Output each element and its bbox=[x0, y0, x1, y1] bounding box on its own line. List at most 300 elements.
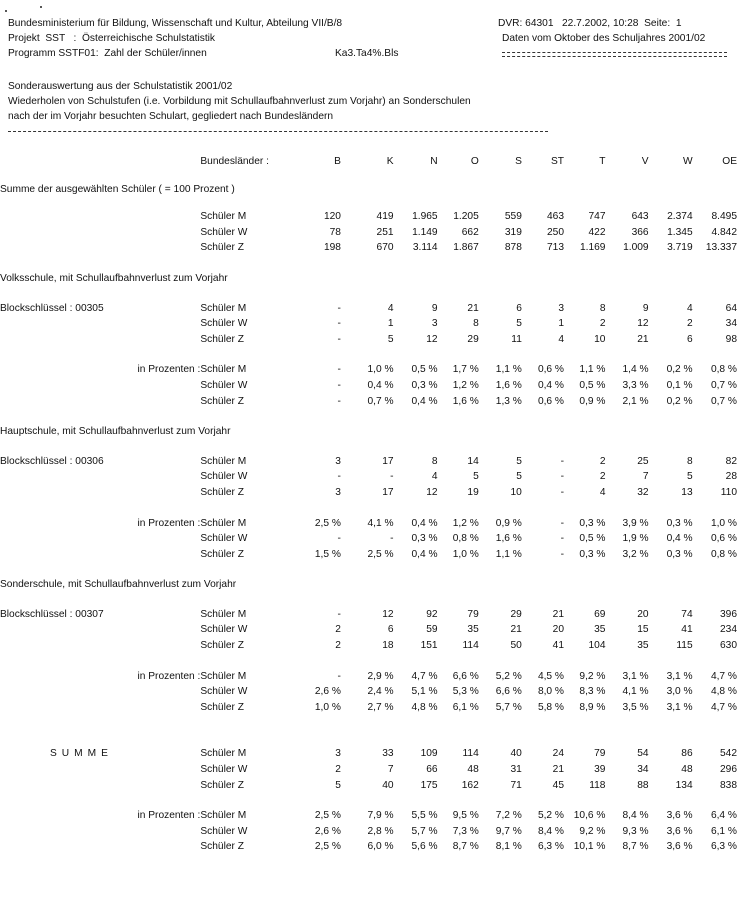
section-row-w bbox=[0, 622, 737, 638]
value-cell: 2,9 % bbox=[367, 670, 394, 682]
spacer-row bbox=[0, 730, 737, 746]
value-cell: 21 bbox=[552, 764, 564, 776]
value-cell: 9,2 % bbox=[579, 825, 606, 837]
total-section-title bbox=[0, 182, 737, 198]
row-label: Schüler Z bbox=[200, 779, 244, 791]
value-cell: 69 bbox=[594, 608, 606, 620]
value-cell: 10,1 % bbox=[573, 841, 606, 853]
value-cell: 7,3 % bbox=[452, 825, 479, 837]
value-cell: 0,8 % bbox=[452, 533, 479, 545]
value-cell: 1,3 % bbox=[495, 395, 522, 407]
value-cell: 3 bbox=[335, 486, 341, 498]
section-row-w bbox=[0, 316, 737, 332]
row-label: Schüler M bbox=[200, 608, 247, 620]
spacer-row bbox=[0, 287, 737, 301]
spacer-row bbox=[0, 562, 737, 577]
value-cell: 45 bbox=[552, 779, 564, 791]
spacer-cell bbox=[0, 287, 737, 301]
value-cell: 1.169 bbox=[579, 242, 606, 254]
value-cell: 0,7 % bbox=[367, 395, 394, 407]
row-label: Schüler Z bbox=[200, 486, 244, 498]
value-cell: 8,7 % bbox=[452, 841, 479, 853]
value-cell: 0,6 % bbox=[537, 395, 564, 407]
value-cell: 4,1 % bbox=[622, 686, 649, 698]
spacer-row bbox=[0, 347, 737, 362]
value-cell: 5,7 % bbox=[495, 701, 522, 713]
value-cell: - bbox=[337, 395, 341, 407]
value-cell: 1,0 % bbox=[710, 517, 737, 529]
spacer-row bbox=[0, 654, 737, 669]
value-cell: 198 bbox=[323, 242, 341, 254]
value-cell: 2 bbox=[335, 764, 341, 776]
value-cell: 79 bbox=[594, 748, 606, 760]
value-cell: 48 bbox=[467, 764, 479, 776]
spacer-cell bbox=[0, 440, 737, 454]
value-cell: 9,2 % bbox=[579, 670, 606, 682]
value-cell: 643 bbox=[631, 211, 649, 223]
value-cell: 1.205 bbox=[453, 211, 479, 223]
row-label: Schüler Z bbox=[200, 701, 244, 713]
row-label: Schüler W bbox=[200, 764, 248, 776]
total-row-m bbox=[0, 209, 737, 225]
section-pct-row-w bbox=[0, 378, 737, 394]
value-cell: 3 bbox=[558, 302, 564, 314]
intro-title: Sonderauswertung aus der Schulstatistik 2001/02 bbox=[8, 81, 233, 92]
value-cell: 6,3 % bbox=[710, 841, 737, 853]
row-label: Schüler W bbox=[200, 379, 248, 391]
value-cell: 10,6 % bbox=[573, 810, 606, 822]
value-cell: 118 bbox=[589, 779, 606, 791]
value-cell: 2 bbox=[686, 318, 693, 330]
row-group-label: in Prozenten : bbox=[137, 517, 201, 529]
value-cell: 3,5 % bbox=[622, 701, 649, 713]
row-group-label bbox=[0, 824, 200, 840]
value-cell: 559 bbox=[504, 211, 522, 223]
value-cell: 838 bbox=[720, 779, 737, 791]
value-cell: 251 bbox=[376, 226, 394, 238]
value-cell: 92 bbox=[426, 608, 438, 620]
value-cell: 7,2 % bbox=[495, 810, 522, 822]
row-label: Schüler W bbox=[200, 226, 248, 238]
value-cell: - bbox=[337, 533, 341, 545]
row-group-label: in Prozenten : bbox=[137, 810, 201, 822]
value-cell: 0,5 % bbox=[579, 533, 606, 545]
value-cell: 104 bbox=[588, 640, 606, 652]
row-label: Schüler M bbox=[200, 302, 247, 314]
section-pct-row-z bbox=[0, 700, 737, 716]
row-group-label: Blockschlüssel : 00307 bbox=[0, 608, 104, 620]
row-group-label bbox=[0, 240, 200, 256]
scan-speck bbox=[5, 10, 7, 12]
value-cell: 3,1 % bbox=[666, 670, 693, 682]
value-cell: 10 bbox=[594, 333, 606, 345]
value-cell: 4 bbox=[558, 333, 564, 345]
value-cell: 1,9 % bbox=[622, 533, 649, 545]
value-cell: 8.495 bbox=[711, 211, 737, 223]
value-cell: 40 bbox=[382, 779, 394, 791]
value-cell: 8,1 % bbox=[495, 841, 522, 853]
section-row-z bbox=[0, 332, 737, 348]
value-cell: 34 bbox=[637, 764, 649, 776]
section-row-m bbox=[0, 454, 737, 470]
report-table bbox=[0, 154, 737, 855]
value-cell: 110 bbox=[720, 486, 737, 498]
row-label: Schüler Z bbox=[200, 333, 244, 345]
value-cell: 2,5 % bbox=[314, 517, 341, 529]
value-cell: 120 bbox=[323, 211, 341, 223]
value-cell: 0,9 % bbox=[579, 395, 606, 407]
value-cell: 1,0 % bbox=[367, 364, 394, 376]
value-cell: 74 bbox=[681, 608, 693, 620]
value-cell: 463 bbox=[547, 211, 564, 223]
spacer-row bbox=[0, 501, 737, 516]
row-group-label bbox=[0, 547, 200, 563]
row-group-label bbox=[0, 700, 200, 716]
section-title bbox=[0, 424, 737, 440]
value-cell: 14 bbox=[467, 455, 479, 467]
value-cell: 2 bbox=[335, 640, 341, 652]
spacer-cell bbox=[0, 501, 737, 516]
row-label: Schüler M bbox=[200, 670, 247, 682]
value-cell: 542 bbox=[720, 748, 737, 760]
summe-row-z bbox=[0, 778, 737, 794]
header-data-period: Daten vom Oktober des Schuljahres 2001/02 bbox=[502, 33, 706, 44]
spacer-cell bbox=[0, 715, 737, 730]
value-cell: 1,0 % bbox=[314, 701, 341, 713]
value-cell: 5 bbox=[335, 779, 341, 791]
value-cell: 6,0 % bbox=[367, 841, 394, 853]
spacer-cell bbox=[0, 593, 737, 607]
value-cell: 2 bbox=[599, 455, 606, 467]
value-cell: 4 bbox=[431, 471, 438, 483]
value-cell: - bbox=[337, 670, 341, 682]
summe-row-m bbox=[0, 746, 737, 762]
row-label: Schüler Z bbox=[200, 242, 244, 254]
value-cell: 4,1 % bbox=[367, 517, 394, 529]
value-cell: 5 bbox=[516, 455, 522, 467]
value-cell: 15 bbox=[637, 624, 649, 636]
column-header-n: N bbox=[430, 156, 438, 167]
value-cell: 5,5 % bbox=[411, 810, 438, 822]
row-label: Schüler W bbox=[200, 471, 248, 483]
summe-pct-row-m bbox=[0, 808, 737, 824]
value-cell: - bbox=[337, 318, 341, 330]
value-cell: 66 bbox=[426, 764, 438, 776]
row-group-label bbox=[0, 394, 200, 410]
spacer-cell bbox=[0, 170, 737, 182]
value-cell: 0,3 % bbox=[411, 533, 438, 545]
value-cell: 234 bbox=[720, 624, 737, 636]
value-cell: 115 bbox=[676, 640, 693, 652]
value-cell: 0,9 % bbox=[495, 517, 522, 529]
value-cell: 2,7 % bbox=[367, 701, 394, 713]
value-cell: 2,5 % bbox=[314, 810, 341, 822]
value-cell: 8,7 % bbox=[622, 841, 649, 853]
header-spacer bbox=[0, 154, 200, 170]
value-cell: 1 bbox=[387, 318, 394, 330]
value-cell: 3,9 % bbox=[622, 517, 649, 529]
row-label: Schüler W bbox=[200, 825, 248, 837]
total-row-z bbox=[0, 240, 737, 256]
row-label: Schüler M bbox=[200, 517, 247, 529]
row-group-label bbox=[0, 839, 200, 855]
total-row-w bbox=[0, 225, 737, 241]
value-cell: 7 bbox=[642, 471, 649, 483]
row-label: Schüler M bbox=[200, 455, 247, 467]
value-cell: 4.842 bbox=[711, 226, 737, 238]
value-cell: 6,1 % bbox=[710, 825, 737, 837]
value-cell: 48 bbox=[681, 764, 693, 776]
value-cell: 4 bbox=[387, 302, 394, 314]
value-cell: 4,7 % bbox=[710, 701, 737, 713]
row-group-label: Blockschlüssel : 00306 bbox=[0, 455, 104, 467]
spacer-cell bbox=[0, 256, 737, 271]
spacer-row bbox=[0, 593, 737, 607]
value-cell: 0,3 % bbox=[579, 517, 606, 529]
value-cell: 0,3 % bbox=[411, 379, 438, 391]
section-pct-row-m bbox=[0, 669, 737, 685]
value-cell: 3 bbox=[431, 318, 438, 330]
spacer-cell bbox=[0, 654, 737, 669]
value-cell: 17 bbox=[382, 455, 394, 467]
spacer-cell bbox=[0, 562, 737, 577]
value-cell: - bbox=[390, 471, 394, 483]
value-cell: 319 bbox=[504, 226, 522, 238]
value-cell: 4 bbox=[686, 302, 693, 314]
value-cell: 35 bbox=[594, 624, 606, 636]
value-cell: 6 bbox=[387, 624, 394, 636]
value-cell: 2 bbox=[599, 318, 606, 330]
value-cell: 0,3 % bbox=[579, 548, 606, 560]
value-cell: 5,6 % bbox=[411, 841, 438, 853]
value-cell: 3,1 % bbox=[622, 670, 649, 682]
value-cell: 1,6 % bbox=[452, 395, 479, 407]
value-cell: 0,8 % bbox=[710, 364, 737, 376]
value-cell: 28 bbox=[725, 471, 737, 483]
intro-line-2: Wiederholen von Schulstufen (i.e. Vorbildung mit Schullaufbahnverlust zum Vorjahr) an Sonderschulen bbox=[8, 96, 471, 107]
spacer-cell bbox=[0, 409, 737, 424]
value-cell: 29 bbox=[467, 333, 479, 345]
value-cell: 6,4 % bbox=[710, 810, 737, 822]
value-cell: 3.719 bbox=[667, 242, 693, 254]
value-cell: 114 bbox=[462, 640, 479, 652]
value-cell: 78 bbox=[329, 226, 341, 238]
value-cell: 8,4 % bbox=[537, 825, 564, 837]
value-cell: 41 bbox=[552, 640, 564, 652]
header-project: Projekt SST : Österreichische Schulstatistik bbox=[8, 33, 216, 44]
value-cell: 20 bbox=[637, 608, 649, 620]
value-cell: 10 bbox=[510, 486, 522, 498]
value-cell: 175 bbox=[420, 779, 438, 791]
row-label: Schüler Z bbox=[200, 640, 244, 652]
value-cell: 39 bbox=[594, 764, 606, 776]
total-section-title-text: Summe der ausgewählten Schüler ( = 100 Prozent ) bbox=[0, 183, 235, 195]
value-cell: 18 bbox=[382, 640, 394, 652]
value-cell: 0,5 % bbox=[411, 364, 438, 376]
value-cell: 5,2 % bbox=[537, 810, 564, 822]
value-cell: 6,6 % bbox=[452, 670, 479, 682]
value-cell: 32 bbox=[637, 486, 649, 498]
value-cell: 5 bbox=[686, 471, 693, 483]
value-cell: 9 bbox=[431, 302, 438, 314]
value-cell: 8 bbox=[599, 302, 606, 314]
value-cell: 4,8 % bbox=[411, 701, 438, 713]
value-cell: 1.965 bbox=[412, 211, 438, 223]
value-cell: 12 bbox=[382, 608, 394, 620]
row-label: Schüler Z bbox=[200, 548, 244, 560]
value-cell: 662 bbox=[461, 226, 479, 238]
value-cell: 162 bbox=[461, 779, 479, 791]
section-row-z bbox=[0, 638, 737, 654]
section-title bbox=[0, 271, 737, 287]
value-cell: 3,1 % bbox=[666, 701, 693, 713]
spacer-cell bbox=[0, 197, 737, 209]
value-cell: 366 bbox=[631, 226, 649, 238]
column-header-s: S bbox=[515, 156, 522, 167]
value-cell: 1.345 bbox=[667, 226, 693, 238]
section-row-m bbox=[0, 301, 737, 317]
column-header-t: T bbox=[599, 156, 606, 167]
value-cell: 1.009 bbox=[623, 242, 649, 254]
value-cell: 21 bbox=[467, 302, 479, 314]
value-cell: 0,2 % bbox=[666, 364, 693, 376]
header-rule bbox=[502, 52, 727, 57]
value-cell: 86 bbox=[681, 748, 693, 760]
header-file-code: Ka3.Ta4%.Bls bbox=[335, 48, 399, 59]
value-cell: 2.374 bbox=[667, 211, 693, 223]
value-cell: - bbox=[560, 486, 564, 498]
row-group-label bbox=[0, 469, 200, 485]
section-row-w bbox=[0, 469, 737, 485]
value-cell: 0,3 % bbox=[666, 517, 693, 529]
value-cell: 12 bbox=[426, 486, 438, 498]
value-cell: 422 bbox=[588, 226, 606, 238]
value-cell: 134 bbox=[675, 779, 693, 791]
value-cell: 9,5 % bbox=[452, 810, 479, 822]
summe-row-w bbox=[0, 762, 737, 778]
section-title-text: Hauptschule, mit Schullaufbahnverlust zum Vorjahr bbox=[0, 426, 231, 438]
spacer-row bbox=[0, 256, 737, 271]
section-pct-row-z bbox=[0, 394, 737, 410]
column-header-oe: OE bbox=[722, 156, 737, 167]
value-cell: - bbox=[337, 364, 341, 376]
column-header-w: W bbox=[683, 156, 693, 167]
value-cell: 0,4 % bbox=[411, 517, 438, 529]
value-cell: 13 bbox=[681, 486, 693, 498]
value-cell: - bbox=[560, 548, 564, 560]
row-group-label: SUMME bbox=[50, 748, 113, 760]
value-cell: 0,4 % bbox=[411, 548, 438, 560]
section-pct-row-z bbox=[0, 547, 737, 563]
intro-line-3: nach der im Vorjahr besuchten Schulart, gegliedert nach Bundesländern bbox=[8, 111, 334, 122]
column-header-k: K bbox=[386, 156, 394, 167]
value-cell: 0,7 % bbox=[710, 379, 737, 391]
value-cell: 670 bbox=[376, 242, 394, 254]
value-cell: 3 bbox=[335, 748, 341, 760]
row-label: Schüler W bbox=[200, 318, 248, 330]
value-cell: 7,9 % bbox=[367, 810, 394, 822]
value-cell: 0,4 % bbox=[537, 379, 564, 391]
value-cell: 40 bbox=[510, 748, 522, 760]
value-cell: 20 bbox=[552, 624, 564, 636]
value-cell: 41 bbox=[681, 624, 693, 636]
value-cell: 296 bbox=[720, 764, 737, 776]
section-title-text: Volksschule, mit Schullaufbahnverlust zum Vorjahr bbox=[0, 272, 228, 284]
value-cell: 713 bbox=[547, 242, 564, 254]
value-cell: 8 bbox=[686, 455, 693, 467]
row-group-label bbox=[0, 531, 200, 547]
row-label: Schüler W bbox=[200, 533, 248, 545]
value-cell: 12 bbox=[426, 333, 438, 345]
value-cell: 1,2 % bbox=[452, 379, 479, 391]
value-cell: 8 bbox=[431, 455, 438, 467]
value-cell: 1,1 % bbox=[495, 364, 522, 376]
value-cell: 5 bbox=[516, 318, 522, 330]
value-cell: 4,8 % bbox=[710, 686, 737, 698]
value-cell: 5,2 % bbox=[495, 670, 522, 682]
value-cell: 4 bbox=[599, 486, 606, 498]
value-cell: 6 bbox=[686, 333, 693, 345]
value-cell: 109 bbox=[420, 748, 438, 760]
value-cell: 630 bbox=[720, 640, 737, 652]
value-cell: 114 bbox=[462, 748, 479, 760]
row-group-label bbox=[0, 332, 200, 348]
section-pct-row-m bbox=[0, 516, 737, 532]
value-cell: - bbox=[560, 455, 564, 467]
column-header-v: V bbox=[641, 156, 649, 167]
column-header-b: B bbox=[334, 156, 341, 167]
value-cell: 2,1 % bbox=[622, 395, 649, 407]
value-cell: 0,4 % bbox=[411, 395, 438, 407]
value-cell: 3,0 % bbox=[666, 686, 693, 698]
header-ministry: Bundesministerium für Bildung, Wissenschaft und Kultur, Abteilung VII/B/8 bbox=[8, 18, 343, 29]
value-cell: 2,5 % bbox=[314, 841, 341, 853]
summe-pct-row-z bbox=[0, 839, 737, 855]
value-cell: 0,8 % bbox=[710, 548, 737, 560]
value-cell: 0,4 % bbox=[666, 533, 693, 545]
value-cell: 2,6 % bbox=[314, 686, 341, 698]
value-cell: 31 bbox=[510, 764, 522, 776]
value-cell: 50 bbox=[510, 640, 522, 652]
value-cell: 6,3 % bbox=[537, 841, 564, 853]
value-cell: 5,7 % bbox=[411, 825, 438, 837]
value-cell: 8,9 % bbox=[579, 701, 606, 713]
value-cell: 1,1 % bbox=[579, 364, 606, 376]
value-cell: 98 bbox=[725, 333, 737, 345]
value-cell: 0,3 % bbox=[666, 548, 693, 560]
value-cell: 8,0 % bbox=[537, 686, 564, 698]
spacer-cell bbox=[0, 730, 737, 746]
value-cell: 0,2 % bbox=[666, 395, 693, 407]
row-group-label: Blockschlüssel : 00305 bbox=[0, 302, 104, 314]
value-cell: 3.114 bbox=[412, 242, 438, 254]
value-cell: 3,2 % bbox=[622, 548, 649, 560]
value-cell: 3,3 % bbox=[622, 379, 649, 391]
value-cell: 0,7 % bbox=[710, 395, 737, 407]
spacer-row bbox=[0, 715, 737, 730]
value-cell: 24 bbox=[552, 748, 564, 760]
value-cell: 878 bbox=[504, 242, 522, 254]
value-cell: 64 bbox=[725, 302, 737, 314]
row-label: Schüler M bbox=[200, 364, 247, 376]
value-cell: 2 bbox=[335, 624, 341, 636]
value-cell: 88 bbox=[637, 779, 649, 791]
value-cell: 19 bbox=[467, 486, 479, 498]
value-cell: 21 bbox=[552, 608, 564, 620]
value-cell: 17 bbox=[382, 486, 394, 498]
column-header-label: Bundesländer : bbox=[200, 156, 269, 167]
value-cell: 25 bbox=[637, 455, 649, 467]
